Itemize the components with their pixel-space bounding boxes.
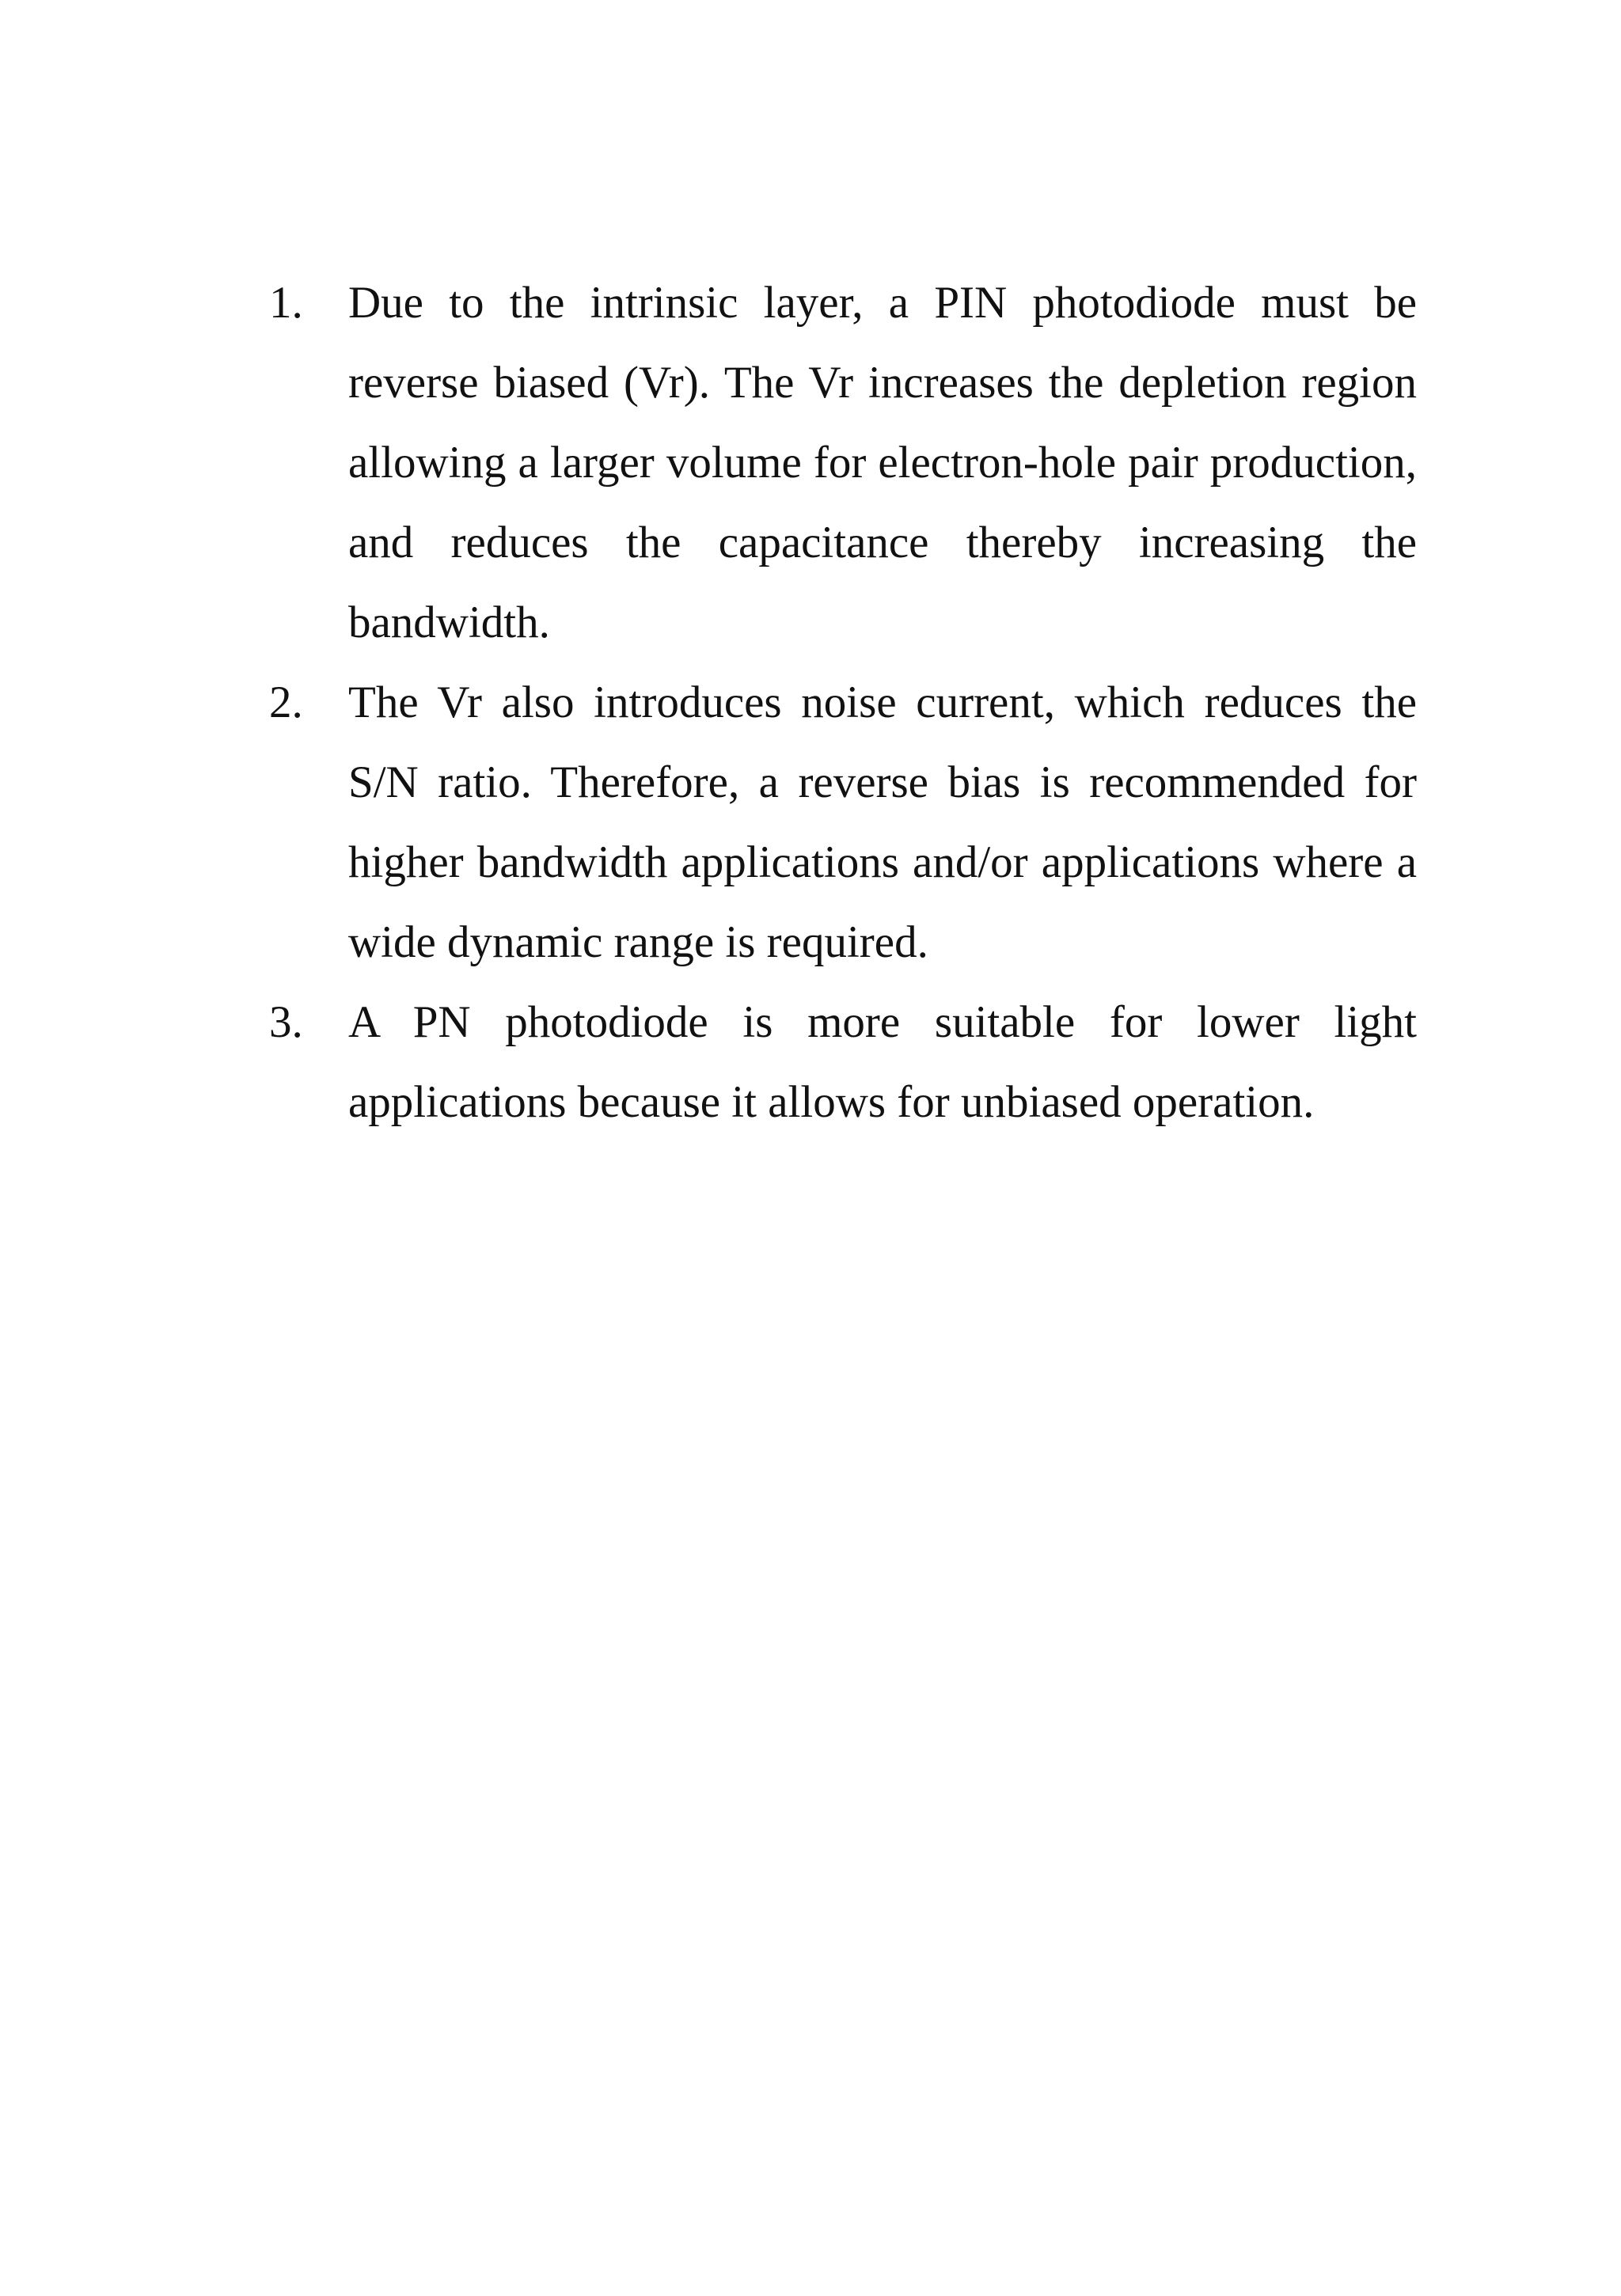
list-item — [269, 982, 1417, 1142]
list-item-text: Due to the intrinsic layer, a PIN photodiode must be reverse biased (Vr). The Vr increases the depletion region allowing a larger volume for electron-hole pair production, and reduces the capacitance thereby increasing the bandwidth. — [348, 278, 1417, 647]
list-item-number: 1. — [269, 278, 303, 328]
numbered-list — [269, 263, 1417, 1142]
list-item-text: A PN photodiode is more suitable for lower light applications because it allows for unbiased operation. — [348, 997, 1417, 1127]
list-item-text: The Vr also introduces noise current, which reduces the S/N ratio. Therefore, a reverse bias is recommended for higher bandwidth applications and/or applications where a wide dynamic range is required. — [348, 677, 1417, 967]
list-item-number: 2. — [269, 677, 303, 727]
list-item-number: 3. — [269, 997, 303, 1047]
list-item — [269, 263, 1417, 662]
list-item — [269, 662, 1417, 982]
